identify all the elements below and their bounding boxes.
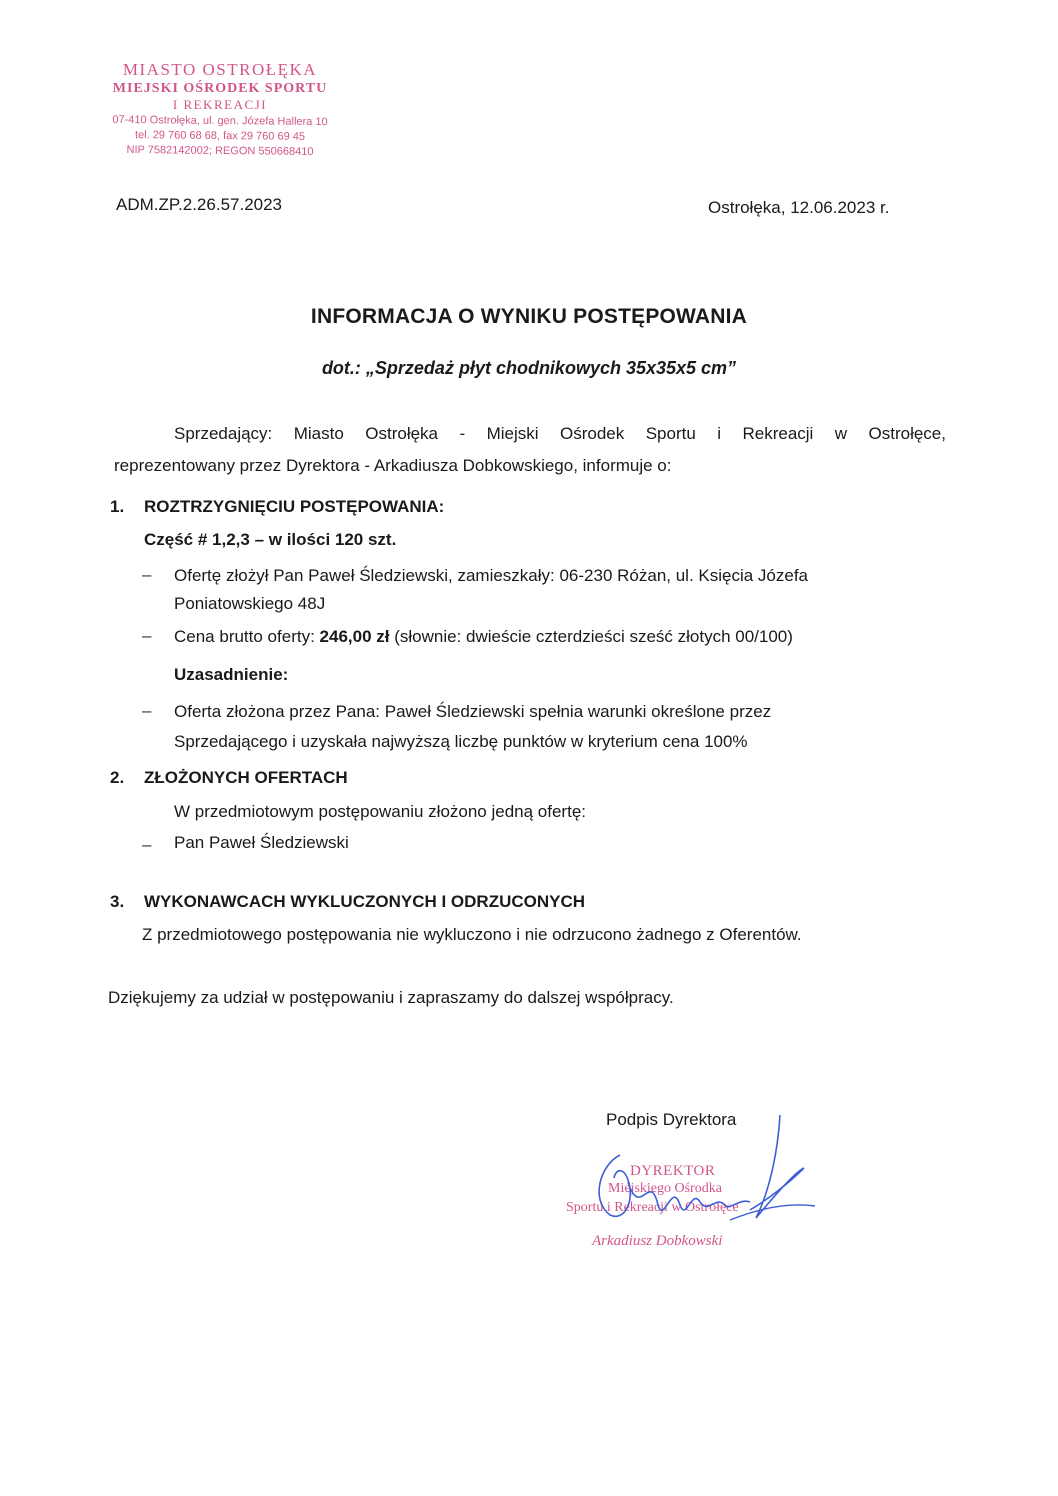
intro-line-1: Sprzedający: Miasto Ostrołęka - Miejski Ośrodek Sportu i Rekreacji w Ostrołęce,: [174, 424, 946, 443]
justification-heading: Uzasadnienie:: [174, 665, 289, 684]
section-2-item: Pan Paweł Śledziewski: [174, 833, 349, 852]
document-title: INFORMACJA O WYNIKU POSTĘPOWANIA: [310, 305, 748, 328]
section-1-part: Część # 1,2,3 – w ilości 120 szt.: [144, 530, 397, 549]
institution-stamp: [70, 60, 370, 159]
signature-stamp-line-2: Miejskiego Ośrodka: [608, 1181, 722, 1196]
stamp-address: 07-410 Ostrołęka, ul. gen. Józefa Hallera 10: [112, 113, 328, 129]
price-value: 246,00 zł: [319, 627, 390, 646]
offer-line-2: Poniatowskiego 48J: [174, 594, 326, 613]
document-date: Ostrołęka, 12.06.2023 r.: [708, 198, 890, 217]
signature-stamp-name: Arkadiusz Dobkowski: [592, 1233, 723, 1249]
section-3-number: 3.: [110, 892, 125, 911]
price-in-words: (słownie: dwieście czterdzieści sześć złotych 00/100): [389, 627, 793, 646]
stamp-tax-ids: NIP 7582142002; REGON 550668410: [126, 144, 314, 158]
section-1-heading: ROZTRZYGNIĘCIU POSTĘPOWANIA:: [144, 497, 445, 516]
stamp-institution: MIEJSKI OŚRODEK SPORTU: [112, 81, 328, 96]
section-1-number: 1.: [110, 497, 125, 516]
justification-line-2: Sprzedającego i uzyskała najwyższą liczbę punktów w kryterium cena 100%: [174, 732, 748, 751]
signature-stamp-title: DYREKTOR: [630, 1163, 716, 1179]
section-2-heading: ZŁOŻONYCH OFERTACH: [144, 768, 348, 787]
handwritten-signature: [580, 1110, 820, 1250]
price-prefix: Cena brutto oferty:: [174, 627, 320, 646]
closing-text: Dziękujemy za udział w postępowaniu i zapraszamy do dalszej współpracy.: [108, 988, 674, 1007]
dash-bullet: –: [142, 565, 152, 584]
price-line: [174, 622, 793, 652]
section-3-text: Z przedmiotowego postępowania nie wykluczono i nie odrzucono żadnego z Oferentów.: [142, 925, 802, 944]
section-2-number: 2.: [110, 768, 125, 787]
dash-bullet: –: [142, 626, 152, 645]
signature-stamp-line-3: Sportu i Rekreacji w Ostrołęce: [566, 1200, 739, 1215]
reference-number: ADM.ZP.2.26.57.2023: [116, 195, 283, 214]
stamp-phone: tel. 29 760 68 68, fax 29 760 69 45: [134, 129, 306, 143]
dash-bullet: –: [142, 835, 152, 854]
offer-line-1: Ofertę złożył Pan Paweł Śledziewski, zamieszkały: 06-230 Różan, ul. Księcia Józefa: [174, 566, 809, 585]
justification-line-1: Oferta złożona przez Pana: Paweł Śledziewski spełnia warunki określone przez: [174, 702, 772, 721]
section-3-heading: WYKONAWCACH WYKLUCZONYCH I ODRZUCONYCH: [144, 892, 586, 911]
stamp-institution-cont: I REKREACJI: [172, 97, 268, 112]
signature-label: Podpis Dyrektora: [606, 1110, 737, 1129]
stamp-city: MIASTO OSTROŁĘKA: [122, 60, 318, 79]
intro-paragraph: [114, 418, 946, 482]
document-subtitle: dot.: „Sprzedaż płyt chodnikowych 35x35x5 cm”: [321, 358, 737, 378]
intro-line-2: reprezentowany przez Dyrektora - Arkadiusza Dobkowskiego, informuje o:: [114, 456, 672, 475]
section-2-text: W przedmiotowym postępowaniu złożono jedną ofertę:: [174, 802, 586, 821]
dash-bullet: –: [142, 701, 152, 720]
